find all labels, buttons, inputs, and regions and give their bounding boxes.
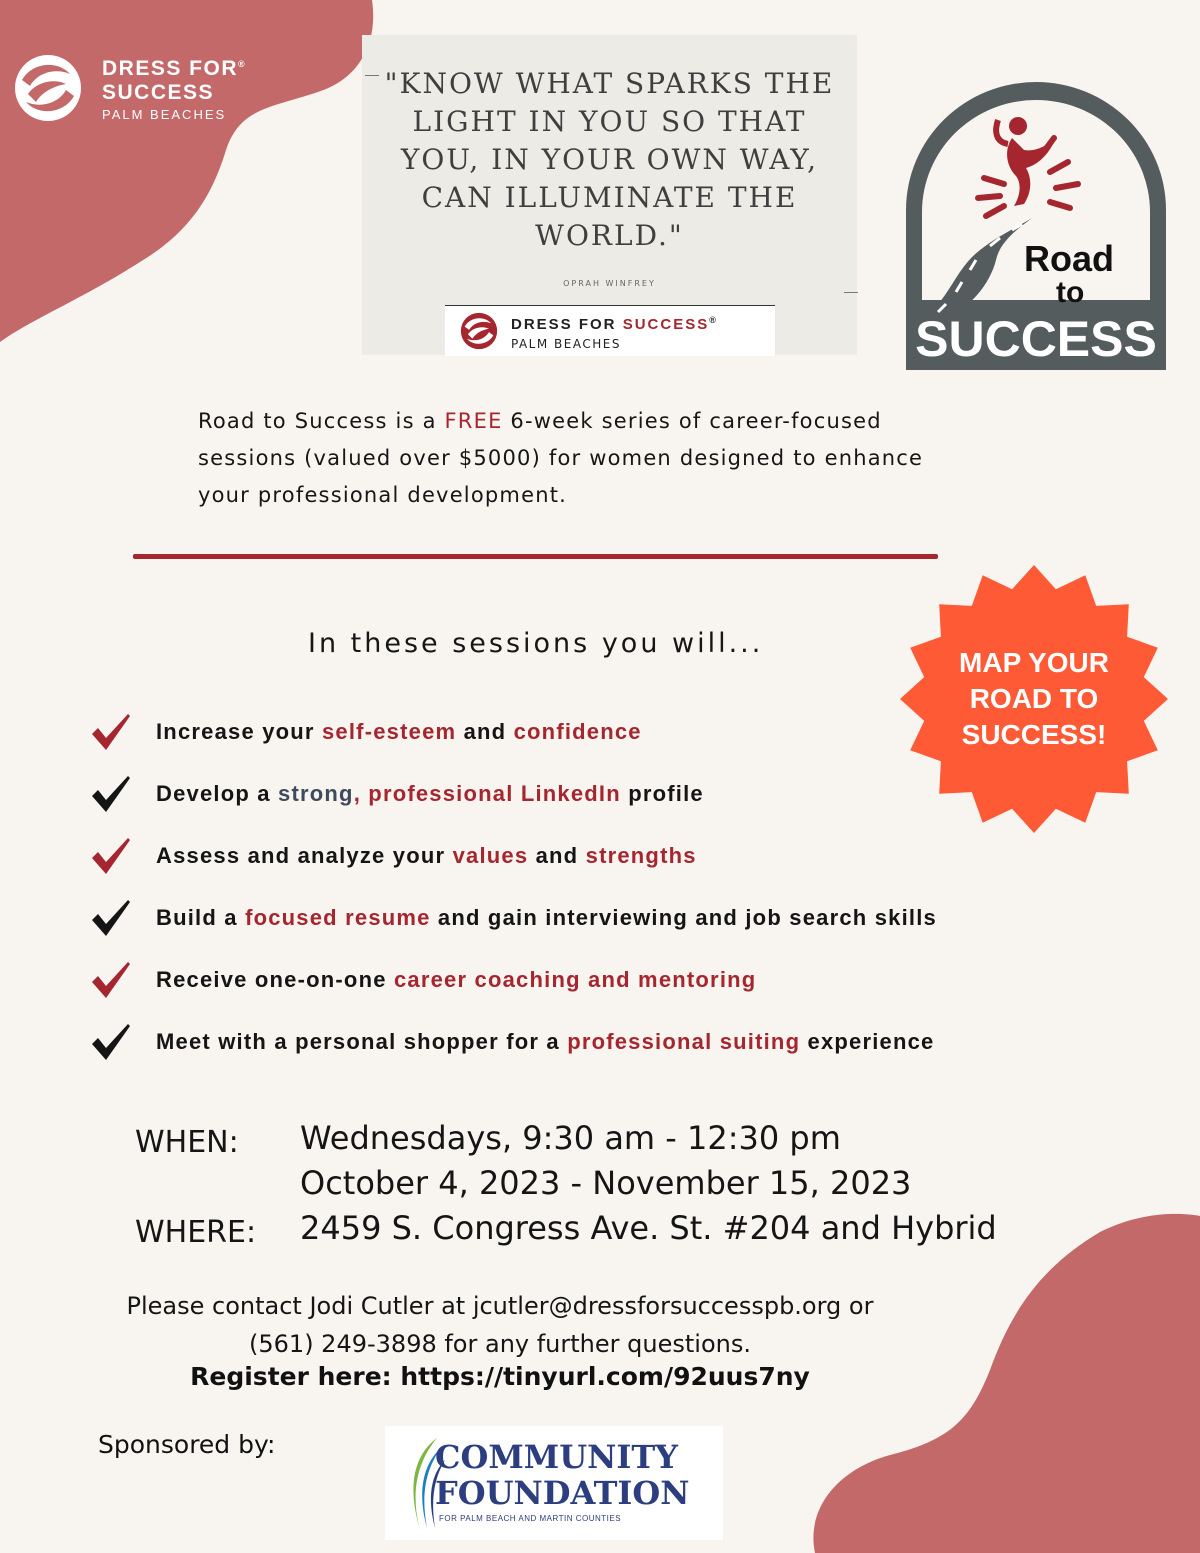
road-to-success-badge bbox=[900, 80, 1172, 376]
quote-card bbox=[362, 35, 857, 355]
swirl-logo-icon bbox=[8, 48, 88, 128]
check-icon bbox=[90, 836, 132, 876]
benefit-item: Increase your self-esteem and confidence bbox=[90, 714, 1090, 754]
intro-part1: Road to Success is a bbox=[198, 409, 445, 433]
burst-line2: ROAD TO bbox=[969, 683, 1099, 714]
benefit-item: Meet with a personal shopper for a professional suiting experience bbox=[90, 1024, 1090, 1064]
quote-text: "KNOW WHAT SPARKS THE LIGHT IN YOU SO THAT YOU, IN YOUR OWN WAY, CAN ILLUMINATE THE WORLD." bbox=[384, 67, 835, 252]
swirl-logo-icon bbox=[457, 309, 501, 353]
quote-card-logo bbox=[445, 305, 775, 356]
check-icon bbox=[90, 774, 132, 814]
contact-line1: Please contact Jodi Cutler at jcutler@dressforsuccesspb.org or bbox=[126, 1292, 874, 1320]
badge-to: to bbox=[1056, 276, 1085, 309]
check-icon bbox=[90, 1022, 132, 1062]
check-icon bbox=[90, 960, 132, 1000]
divider-line bbox=[133, 554, 938, 559]
intro-paragraph bbox=[198, 403, 958, 514]
person-icon bbox=[1009, 117, 1027, 135]
sponsor-line2: FOUNDATION bbox=[435, 1474, 690, 1512]
contact-line2: (561) 249-3898 for any further questions. bbox=[249, 1330, 751, 1358]
where-label: WHERE: bbox=[135, 1215, 257, 1250]
intro-part2: 6-week series of career-focused sessions (valued over $5000) for women designed to enhance your professional development. bbox=[198, 409, 924, 507]
quote-logo-part2: SUCCESS bbox=[622, 316, 710, 333]
contact-info bbox=[60, 1287, 940, 1363]
logo-line3: PALM BEACHES bbox=[102, 107, 227, 122]
registered-mark: ® bbox=[238, 59, 247, 69]
badge-road: Road bbox=[1024, 238, 1114, 279]
logo-line2: SUCCESS bbox=[102, 81, 215, 104]
burst-line3: SUCCESS! bbox=[961, 719, 1107, 750]
when-label: WHEN: bbox=[135, 1125, 239, 1160]
sponsor-line1: COMMUNITY bbox=[435, 1438, 678, 1476]
burst-line1: MAP YOUR bbox=[959, 647, 1109, 678]
check-icon bbox=[90, 712, 132, 752]
badge-success: SUCCESS bbox=[915, 311, 1157, 367]
sessions-heading: In these sessions you will... bbox=[308, 628, 764, 659]
check-icon bbox=[90, 898, 132, 938]
register-link[interactable]: Register here: https://tinyurl.com/92uus7ny bbox=[190, 1362, 810, 1391]
logo-line1: DRESS FOR bbox=[102, 57, 239, 80]
where-value: 2459 S. Congress Ave. St. #204 and Hybrid bbox=[300, 1209, 997, 1247]
quote-logo-reg: ® bbox=[709, 315, 718, 325]
community-foundation-logo bbox=[385, 1426, 723, 1540]
benefit-item: Build a focused resume and gain interviewing and job search skills bbox=[90, 900, 1090, 940]
sponsor-line3: FOR PALM BEACH AND MARTIN COUNTIES bbox=[439, 1514, 622, 1523]
dress-for-success-logo bbox=[8, 48, 288, 138]
quote-logo-line2: PALM BEACHES bbox=[511, 337, 621, 351]
when-line2: October 4, 2023 - November 15, 2023 bbox=[300, 1164, 912, 1202]
benefit-item: Receive one-on-one career coaching and mentoring bbox=[90, 962, 1090, 1002]
quote-logo-part1: DRESS FOR bbox=[511, 316, 623, 333]
quote-author: OPRAH WINFREY bbox=[563, 279, 656, 288]
intro-free: FREE bbox=[444, 409, 503, 433]
benefit-item: Develop a strong, professional LinkedIn profile bbox=[90, 776, 1090, 816]
sponsor-label: Sponsored by: bbox=[98, 1430, 276, 1459]
benefit-item: Assess and analyze your values and strengths bbox=[90, 838, 1090, 878]
when-line1: Wednesdays, 9:30 am - 12:30 pm bbox=[300, 1119, 841, 1157]
